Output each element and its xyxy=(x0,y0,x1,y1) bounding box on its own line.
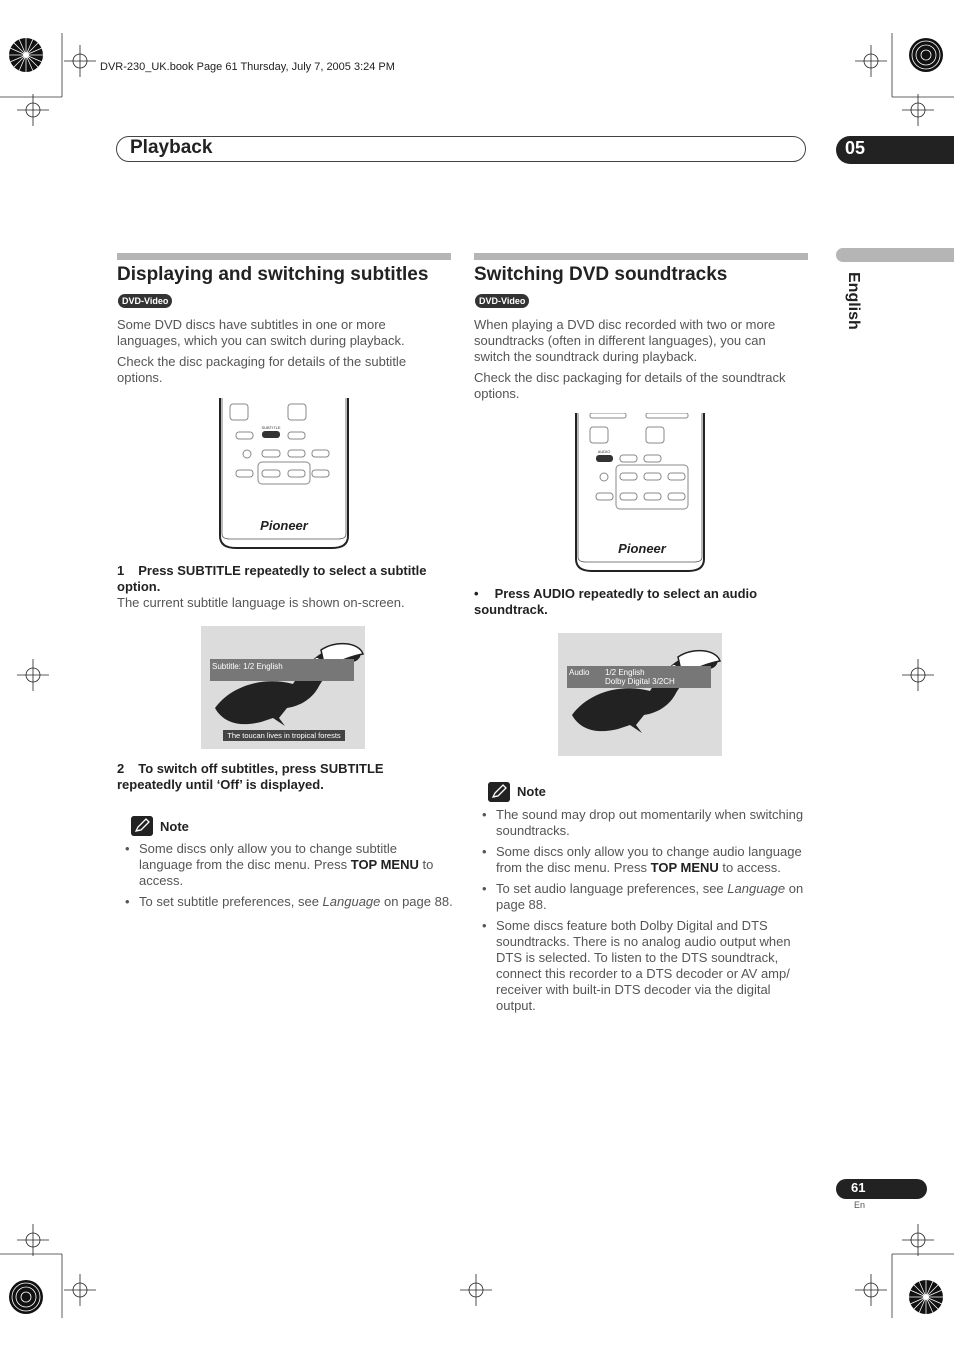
section-title-subtitles: Displaying and switching subtitles xyxy=(117,264,429,285)
step-text: To switch off subtitles, press SUBTITLE repeatedly until ‘Off’ is displayed. xyxy=(117,761,384,792)
language-label-text: English xyxy=(845,272,862,330)
step-2 xyxy=(117,761,437,793)
intro-paragraph: Check the disc packaging for details of the subtitle options. xyxy=(117,354,407,385)
language-label xyxy=(836,272,872,342)
toucan-illustration xyxy=(558,633,722,756)
note-pencil-icon xyxy=(488,782,510,802)
intro-paragraph: When playing a DVD disc recorded with two or more soundtracks (often in different languages), you can switch the soundtrack during playback. xyxy=(474,317,776,364)
note-item: • Some discs only allow you to change subtitle language from the disc menu. Press TOP MENU to access. xyxy=(117,841,453,889)
note-item: • Some discs only allow you to change audio language from the disc menu. Press TOP MENU to access. xyxy=(474,844,810,876)
osd-screen-audio xyxy=(558,633,722,756)
dvd-video-badge: DVD-Video xyxy=(475,294,529,308)
step-bullet: • xyxy=(474,586,479,601)
page-title: Playback xyxy=(130,137,213,158)
page-number-pill xyxy=(836,1179,927,1199)
audio-osd-track: 1/2 English xyxy=(605,668,645,677)
step-number: 2 xyxy=(117,761,125,776)
pioneer-logo: Pioneer xyxy=(618,541,666,556)
section-bar xyxy=(474,253,808,260)
audio-osd-format: Dolby Digital 3/2CH xyxy=(605,677,675,686)
note-title: Note xyxy=(517,784,546,799)
subtitle-osd-bar: Subtitle: 1/2 English xyxy=(210,659,354,681)
page-number: 61 xyxy=(851,1180,866,1195)
note-list xyxy=(117,841,453,915)
remote-control-illustration xyxy=(216,398,352,550)
chapter-number: 05 xyxy=(845,138,866,158)
registration-sunburst-icon xyxy=(908,37,944,73)
subtitle-caption: The toucan lives in tropical forests xyxy=(223,730,345,741)
audio-osd-label: Audio xyxy=(569,668,590,677)
intro-paragraph: Some DVD discs have subtitles in one or more languages, which you can switch during playback. xyxy=(117,317,405,348)
osd-screen-subtitle xyxy=(201,626,365,749)
subtitle-button-label: SUBTITLE xyxy=(261,425,281,430)
note-pencil-icon xyxy=(131,816,153,836)
step-number: 1 xyxy=(117,563,125,578)
crosshair-marks xyxy=(17,45,934,1306)
note-item: • To set audio language preferences, see Language on page 88. xyxy=(474,881,810,913)
remote-control-illustration xyxy=(572,413,708,573)
page-language: En xyxy=(854,1200,866,1210)
language-tab xyxy=(836,248,954,262)
section-title-soundtracks: Switching DVD soundtracks xyxy=(474,264,728,285)
header-bar xyxy=(116,136,806,162)
audio-button-label: AUDIO xyxy=(597,449,611,454)
section-bar xyxy=(117,253,451,260)
step-audio xyxy=(474,586,794,618)
note-title: Note xyxy=(160,819,189,834)
dvd-video-badge: DVD-Video xyxy=(118,294,172,308)
intro-paragraph: Check the disc packaging for details of the soundtrack options. xyxy=(474,370,786,401)
registration-sunburst-icon xyxy=(8,37,44,73)
step-1 xyxy=(117,563,437,595)
registration-sunburst-icon xyxy=(908,1279,944,1315)
note-item: • The sound may drop out momentarily when switching soundtracks. xyxy=(474,807,810,839)
step-description: The current subtitle language is shown on-screen. xyxy=(117,595,405,610)
step-text: Press AUDIO repeatedly to select an audio soundtrack. xyxy=(474,586,758,617)
print-info: DVR-230_UK.book Page 61 Thursday, July 7, 2005 3:24 PM xyxy=(100,61,395,73)
note-item: • To set subtitle preferences, see Language on page 88. xyxy=(117,894,453,910)
registration-sunburst-icon xyxy=(8,1279,44,1315)
pioneer-logo: Pioneer xyxy=(260,518,308,533)
note-item: • Some discs feature both Dolby Digital and DTS soundtracks. There is no analog audio output when DTS is selected. To listen to the DTS soundtrack, connect this recorder to a DTS decoder or AV amp/ receiver with built-in DTS decoder via the digital output. xyxy=(474,918,810,1014)
audio-osd-bar xyxy=(567,666,711,688)
step-text: Press SUBTITLE repeatedly to select a subtitle option. xyxy=(117,563,427,594)
note-list xyxy=(474,807,810,1019)
